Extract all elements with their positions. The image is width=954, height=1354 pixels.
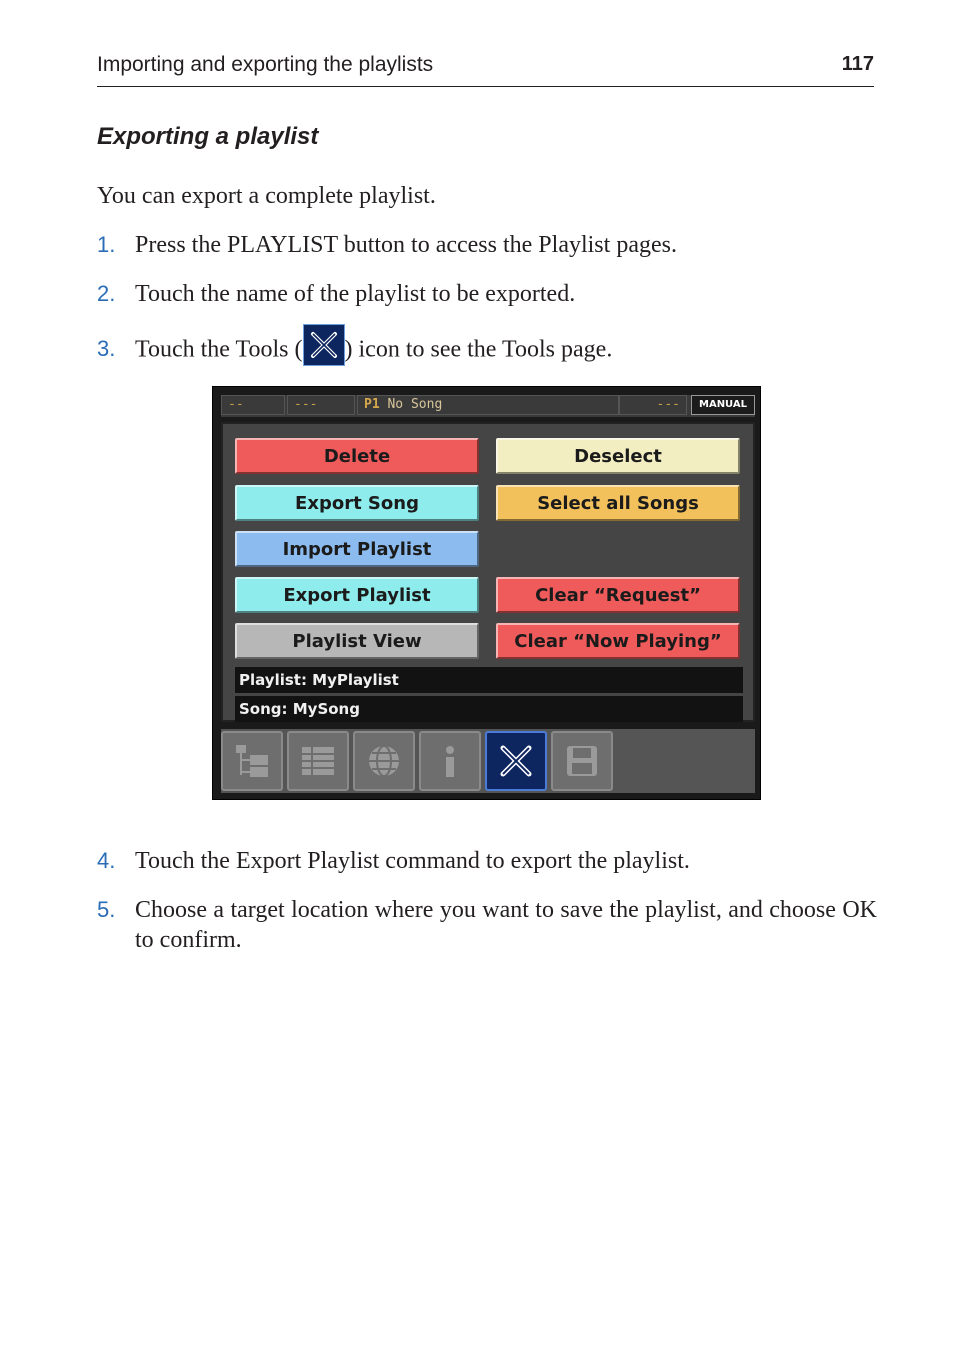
info-icon[interactable] [419, 731, 481, 791]
status-bar [221, 395, 755, 417]
tools-page-screenshot [212, 386, 761, 800]
step-text-after: ) icon to see the Tools page. [344, 336, 613, 363]
globe-icon[interactable] [353, 731, 415, 791]
select-all-songs-button[interactable]: Select all Songs [496, 485, 740, 521]
save-icon[interactable] [551, 731, 613, 791]
step-number: 2. [97, 281, 116, 306]
step-text-before: Touch the Tools ( [135, 336, 303, 363]
step-number: 4. [97, 848, 116, 873]
step-number: 3. [97, 336, 116, 361]
step-text: Touch the name of the playlist to be exported. [135, 281, 576, 307]
tools-icon [303, 324, 345, 366]
header-title: Importing and exporting the playlists [97, 53, 434, 76]
playlist-view-button[interactable]: Playlist View [235, 623, 479, 659]
step-number: 5. [97, 897, 116, 922]
page-number: 117 [841, 53, 874, 75]
intro-paragraph: You can export a complete playlist. [97, 183, 436, 209]
status-seg: --- [287, 395, 355, 415]
deselect-button[interactable]: Deselect [496, 438, 740, 474]
playlist-info: Playlist: MyPlaylist [235, 667, 743, 693]
delete-button[interactable]: Delete [235, 438, 479, 474]
tools-icon[interactable] [485, 731, 547, 791]
tab-bar [221, 729, 755, 793]
song-display [357, 395, 619, 415]
clear-request-button[interactable]: Clear “Request” [496, 577, 740, 613]
header-rule [97, 86, 874, 87]
list-icon[interactable] [287, 731, 349, 791]
folder-tree-icon[interactable] [221, 731, 283, 791]
song-name: No Song [387, 397, 443, 412]
tools-panel [221, 422, 755, 722]
playlist-slot: P1 [364, 397, 380, 412]
clear-now-playing-button[interactable]: Clear “Now Playing” [496, 623, 740, 659]
manual-badge[interactable]: MANUAL [691, 395, 755, 415]
step-text: Touch the Export Playlist command to export the playlist. [135, 848, 690, 874]
status-seg: -- [221, 395, 285, 415]
step-text: Press the PLAYLIST button to access the Playlist pages. [135, 232, 677, 258]
step-number: 1. [97, 232, 116, 257]
song-info: Song: MySong [235, 696, 743, 722]
step-text: Choose a target location where you want to save the playlist, and choose OK to confirm. [135, 897, 877, 953]
export-playlist-button[interactable]: Export Playlist [235, 577, 479, 613]
export-song-button[interactable]: Export Song [235, 485, 479, 521]
section-title: Exporting a playlist [97, 123, 319, 150]
import-playlist-button[interactable]: Import Playlist [235, 531, 479, 567]
status-seg: --- [619, 395, 687, 415]
